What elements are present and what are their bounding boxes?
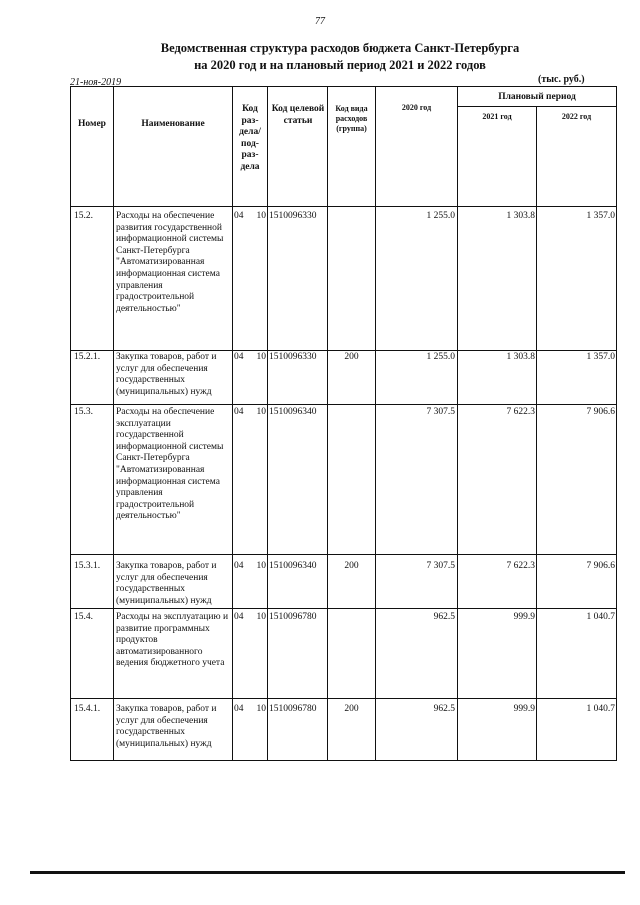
row-expense-type: 200 (344, 704, 359, 714)
title-line-2: на 2020 год и на плановый период 2021 и 2022 годов (194, 58, 486, 72)
row-value-2021: 1 303.8 (506, 352, 535, 362)
row-value-2020: 1 255.0 (426, 352, 455, 362)
row-number: 15.2. (74, 211, 93, 221)
row-subsection: 10 (256, 352, 266, 362)
row-value-2021: 7 622.3 (506, 407, 535, 417)
row-number: 15.3. (74, 407, 93, 417)
row-subsection: 10 (256, 407, 266, 417)
row-value-2021: 999.9 (513, 704, 535, 714)
row-value-2021: 999.9 (513, 612, 535, 622)
row-target-code: 1510096780 (269, 704, 317, 714)
header-planned-period: Плановый период (498, 92, 576, 102)
row-target-code: 1510096340 (269, 561, 317, 571)
row-name: Расходы на обеспечение развития государственной информационной системы Санкт-Петербурга "Автоматизированная информационная система управления градостроительной деятельностью" (116, 211, 224, 314)
row-value-2020: 7 307.5 (426, 561, 455, 571)
row-value-2022: 1 040.7 (586, 704, 615, 714)
row-value-2022: 1 040.7 (586, 612, 615, 622)
row-value-2022: 1 357.0 (586, 211, 615, 221)
row-value-2020: 7 307.5 (426, 407, 455, 417)
row-number: 15.4. (74, 612, 93, 622)
row-section: 04 (234, 704, 244, 714)
header-section-code: Код раз- дела/ под- раз- дела (239, 104, 261, 172)
row-name: Закупка товаров, работ и услуг для обеспечения государственных (муниципальных) нужд (116, 352, 217, 397)
bottom-rule (30, 871, 625, 874)
row-number: 15.4.1. (74, 704, 101, 714)
row-value-2022: 7 906.6 (586, 407, 615, 417)
row-subsection: 10 (256, 561, 266, 571)
row-value-2020: 1 255.0 (426, 211, 455, 221)
header-expense-type-code: Код вида расходов (группа) (335, 104, 368, 133)
row-section: 04 (234, 352, 244, 362)
row-target-code: 1510096330 (269, 211, 317, 221)
row-section: 04 (234, 561, 244, 571)
title-line-1: Ведомственная структура расходов бюджета Санкт-Петербурга (160, 41, 520, 55)
row-subsection: 10 (256, 211, 266, 221)
row-value-2022: 1 357.0 (586, 352, 615, 362)
header-number: Номер (78, 119, 106, 129)
row-subsection: 10 (256, 704, 266, 714)
row-name: Расходы на эксплуатацию и развитие программных продуктов автоматизированного ведения бюджетного учета (116, 612, 229, 669)
row-target-code: 1510096780 (269, 612, 317, 622)
row-expense-type: 200 (344, 561, 359, 571)
header-name: Наименование (141, 119, 205, 129)
budget-table (70, 86, 617, 761)
row-section: 04 (234, 407, 244, 417)
row-expense-type: 200 (344, 352, 359, 362)
document-title (0, 40, 640, 74)
row-subsection: 10 (256, 612, 266, 622)
units-label: (тыс. руб.) (538, 74, 585, 85)
header-2020: 2020 год (401, 103, 432, 112)
row-target-code: 1510096340 (269, 407, 317, 417)
page-number: 77 (315, 16, 325, 27)
row-name: Закупка товаров, работ и услуг для обеспечения государственных (муниципальных) нужд (116, 561, 217, 606)
row-value-2020: 962.5 (433, 704, 455, 714)
report-date: 21-ноя-2019 (70, 77, 122, 88)
row-name: Закупка товаров, работ и услуг для обеспечения государственных (муниципальных) нужд (116, 704, 217, 749)
row-number: 15.3.1. (74, 561, 101, 571)
header-2021: 2021 год (482, 112, 512, 121)
row-name: Расходы на обеспечение эксплуатации государственной информационной системы Санкт-Петербурга "Автоматизированная информационная система управления градостроительной деятельностью" (116, 407, 224, 522)
header-2022: 2022 год (561, 112, 592, 121)
header-target-code: Код целевой статьи (271, 104, 325, 126)
row-value-2020: 962.5 (433, 612, 455, 622)
row-value-2021: 1 303.8 (506, 211, 535, 221)
row-value-2021: 7 622.3 (506, 561, 535, 571)
row-section: 04 (234, 211, 244, 221)
row-target-code: 1510096330 (269, 352, 317, 362)
row-value-2022: 7 906.6 (586, 561, 615, 571)
row-number: 15.2.1. (74, 352, 101, 362)
row-section: 04 (234, 612, 244, 622)
